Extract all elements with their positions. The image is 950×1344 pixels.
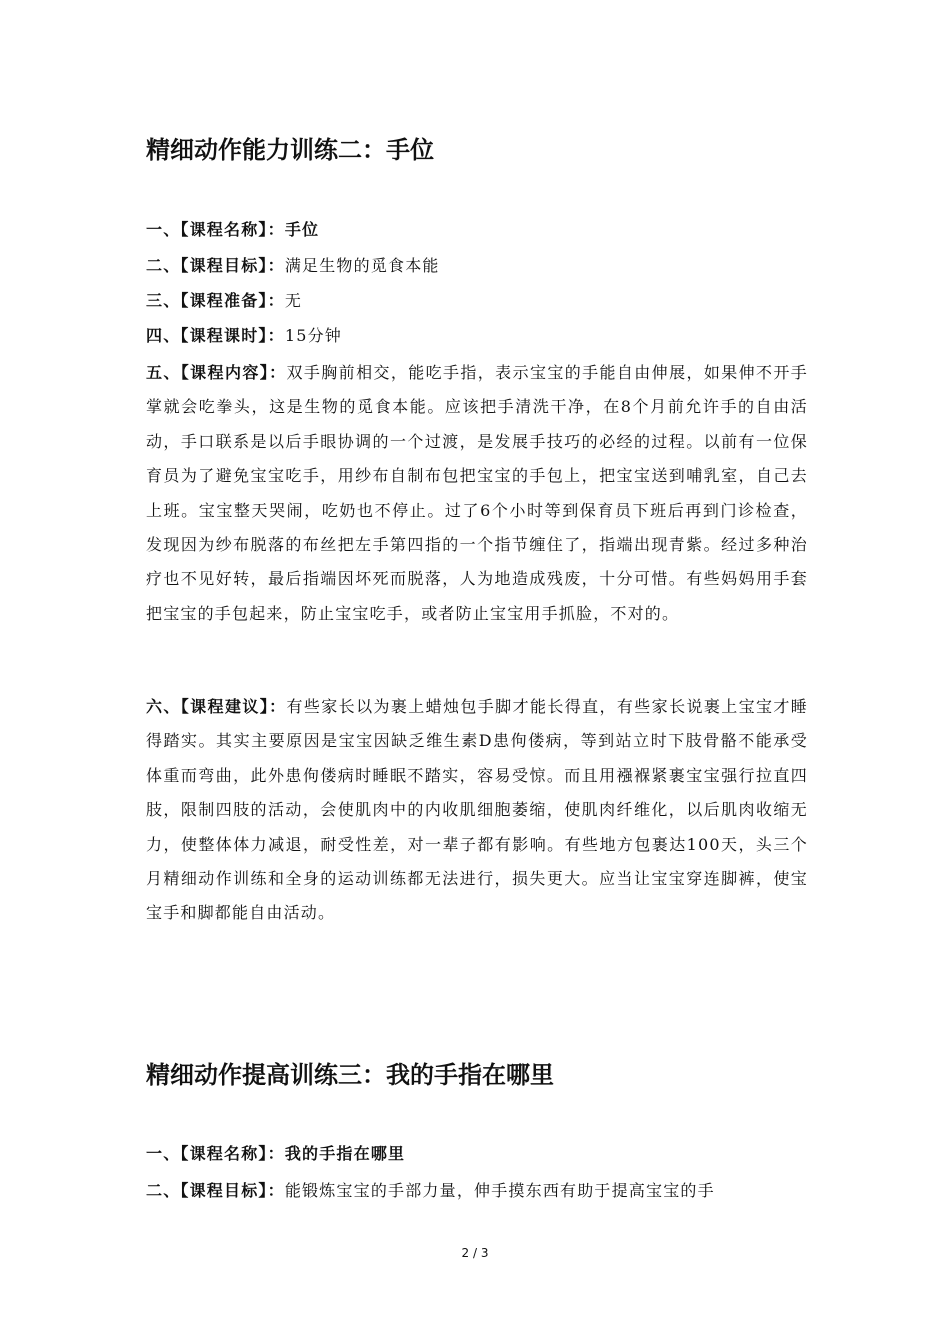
field-colon: ： [269, 697, 287, 716]
field-colon: ： [267, 256, 285, 275]
field-label: 六、【课程建议】 [146, 697, 270, 716]
section1-course-prep [146, 284, 808, 318]
field-value: 有些家长以为裹上蜡烛包手脚才能长得直，有些家长说裹上宝宝才睡得踏实。其实主要原因是宝宝因缺乏维生素D患佝偻病，等到站立时下肢骨骼不能承受体重而弯曲，此外患佝偻病时睡眠不踏实，容易受惊。而且用襁褓紧裹宝宝强行拉直四肢，限制四肢的活动，会使肌肉中的内收肌细胞萎缩，使肌肉纤维化，以后肌肉收缩无力，使整体体力减退，耐受性差，对一辈子都有影响。有些地方包裹达100天，头三个月精细动作训练和全身的运动训练都无法进行，损失更大。应当让宝宝穿连脚裤，使宝宝手和脚都能自由活动。 [146, 697, 808, 923]
field-label: 五、【课程内容】 [146, 363, 270, 382]
section1-course-advice [146, 690, 808, 931]
field-label: 二、【课程目标】 [146, 256, 268, 275]
section1-course-goal [146, 249, 808, 283]
field-label: 一、【课程名称】 [146, 1144, 268, 1163]
section2-course-goal [146, 1174, 808, 1208]
field-colon: ： [267, 1144, 285, 1163]
section1-course-content [146, 356, 808, 631]
field-value: 无 [284, 291, 303, 310]
field-label: 三、【课程准备】 [146, 291, 268, 310]
section2-title: 精细动作提高训练三：我的手指在哪里 [146, 1061, 554, 1089]
section1-course-name [146, 213, 808, 247]
field-value: 我的手指在哪里 [284, 1144, 406, 1163]
field-label: 一、【课程名称】 [146, 220, 268, 239]
section1-title: 精细动作能力训练二：手位 [146, 136, 434, 164]
field-value: 能锻炼宝宝的手部力量，伸手摸东西有助于提高宝宝的手 [284, 1181, 715, 1200]
field-value: 双手胸前相交，能吃手指，表示宝宝的手能自由伸展，如果伸不开手掌就会吃拳头，这是生物的觅食本能。应该把手清洗干净，在8个月前允许手的自由活动，手口联系是以后手眼协调的一个过渡，是发展手技巧的必经的过程。以前有一位保育员为了避免宝宝吃手，用纱布自制布包把宝宝的手包上，把宝宝送到哺乳室，自己去上班。宝宝整天哭闹，吃奶也不停止。过了6个小时等到保育员下班后再到门诊检查，发现因为纱布脱落的布丝把左手第四指的一个指节缠住了，指端出现青紫。经过多种治疗也不见好转，最后指端因坏死而脱落，人为地造成残废，十分可惜。有些妈妈用手套把宝宝的手包起来，防止宝宝吃手，或者防止宝宝用手抓脸，不对的。 [146, 363, 808, 623]
field-colon: ： [267, 291, 285, 310]
field-label: 四、【课程课时】 [146, 326, 268, 345]
field-label: 二、【课程目标】 [146, 1181, 268, 1200]
field-colon: ： [267, 326, 285, 345]
field-value: 手位 [284, 220, 320, 239]
page-number: 2 / 3 [461, 1246, 489, 1260]
field-colon: ： [267, 220, 285, 239]
section1-course-duration [146, 319, 808, 353]
field-value: 15分钟 [284, 326, 342, 345]
field-colon: ： [269, 363, 287, 382]
section2-course-name [146, 1137, 808, 1171]
field-colon: ： [267, 1181, 285, 1200]
field-value: 满足生物的觅食本能 [284, 256, 440, 275]
